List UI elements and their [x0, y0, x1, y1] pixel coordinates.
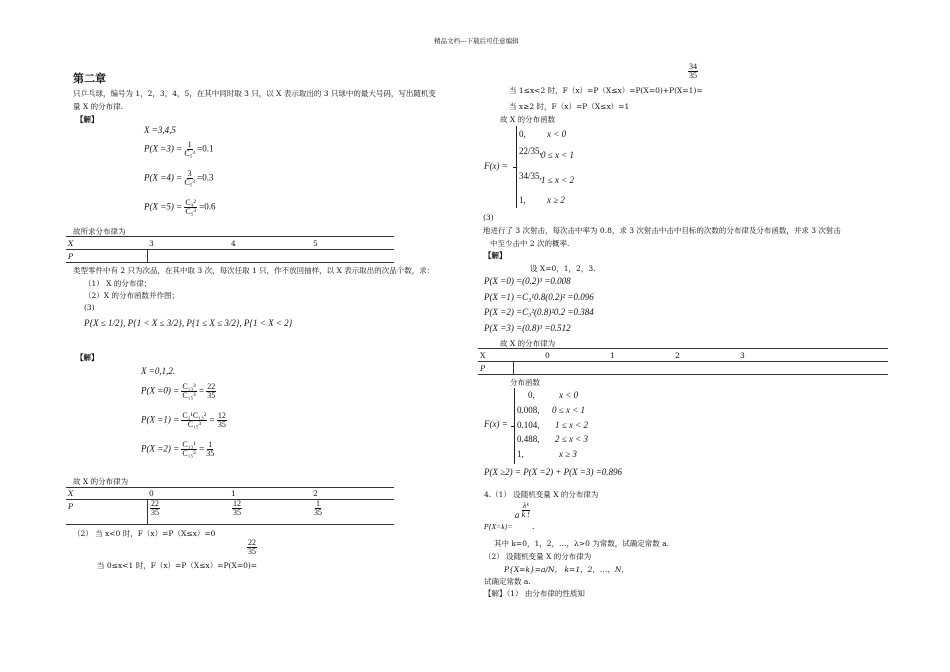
table3-header-3: 3 — [740, 351, 745, 360]
problem1-line1: 只乒乓球，编号为 1，2，3，4，5，在其中同时取 3 只，以 X 表示取出的 3 只球中的最大号码，写出随机变 — [73, 89, 436, 98]
F1-case4-cond: x ≥ 2 — [547, 195, 565, 205]
q4-formula-lhs: P{X=k}= — [484, 522, 513, 531]
table3-row-p: P — [480, 364, 486, 373]
dist-caption-3: 故 X 的分布律为 — [500, 339, 556, 348]
q4-solution: 【解】（1） 由分布律的性质知 — [484, 589, 585, 598]
F2-case5-cond: x ≥ 3 — [559, 449, 577, 459]
top-fraction-num: 34 — [689, 62, 697, 71]
q2-fraction-den: 35 — [248, 547, 256, 556]
page-header: 精品文档---下载后可任意编辑 — [434, 37, 519, 45]
prob3-x0: P(X =0) =(0.2)³ =0.008 — [484, 276, 571, 286]
section3-label: (3) — [483, 213, 494, 222]
F1-case4-val: 1, — [519, 195, 526, 205]
r-line3: 故 X 的分布函数 — [500, 115, 556, 124]
prob2-x0-lhs: P(X =0) = — [141, 385, 180, 396]
table2-val-1-num: 12 — [233, 499, 241, 508]
table2-header-x: X — [68, 489, 74, 498]
prob3-x3: P(X =3) =(0.8)³ =0.512 — [484, 323, 571, 333]
prob2-x1: P(X =1) = $\frac{\text{C₂¹C₁₃²}}{\text{C₁₅³}}$ = $\frac{12}{35}$ — [141, 411, 226, 429]
table1-divider — [147, 249, 148, 262]
prob2-x2-rden: 35 — [206, 449, 215, 458]
table1-header-3: 3 — [149, 239, 154, 248]
q2-line1: （2） 当 x<0 时，F（x）=P（X≤x）=0 — [73, 529, 216, 538]
prob2-x2: P(X =2) = $\frac{\text{C₁₃¹}}{\text{C₁₅³}}$ = $\frac{1}{35}$ — [141, 440, 215, 458]
q4-sub2-formula: P{X=k}=a/N， k=1，2，…，N， — [504, 565, 629, 574]
F1-brace — [516, 126, 517, 208]
prob2-x1-rnum: 12 — [217, 411, 226, 420]
solution2-values: X =0,1,2. — [141, 366, 176, 376]
table1-header-x: X — [68, 239, 74, 248]
problem2-item3: (3) — [84, 303, 95, 312]
table2-row-p: P — [68, 502, 74, 511]
F2-case4-val: 0.488, — [517, 434, 540, 444]
problem3-line2: 中至少击中 2 次的概率. — [490, 239, 570, 248]
table2-val-0-den: 35 — [151, 508, 159, 517]
prob-x3-num: 1 — [187, 140, 192, 149]
prob2-x2-lhs: P(X =2) = — [141, 443, 180, 454]
table2-top-rule — [66, 487, 394, 488]
top-fraction — [688, 63, 698, 80]
q4-formula-num: λᵏ — [522, 501, 529, 510]
prob2-x0-rnum: 22 — [207, 382, 216, 391]
F1-lhs: F(x) = — [484, 161, 508, 171]
F2-case5-val: 1, — [517, 449, 524, 459]
F2-case2-cond: 0 ≤ x < 1 — [552, 405, 586, 415]
prob-x3-rhs: =0.1 — [197, 143, 214, 154]
table2-header-1: 1 — [231, 489, 236, 498]
prob-x5-lhs: P(X =5) = — [144, 201, 183, 212]
q4-title: 4.（1） 设随机变量 X 的分布律为 — [484, 490, 599, 499]
solution-label-1: 【解】 — [76, 115, 99, 124]
table2-header-0: 0 — [149, 489, 154, 498]
prob3-x1: P(X =1) =C₃¹0.8(0.2)² =0.096 — [484, 292, 594, 302]
prob-x5-num: C₄² — [185, 198, 196, 207]
prob2-x1-den: C₁₅³ — [187, 420, 201, 429]
q4-formula-a: a — [514, 510, 520, 520]
table3-header-x: X — [480, 351, 486, 360]
table1-header-5: 5 — [313, 239, 318, 248]
prob2-x1-lhs: P(X =1) = — [141, 414, 180, 425]
prob2-x1-num: C₂¹C₁₃² — [182, 411, 207, 420]
solution-label-3: 【解】 — [484, 251, 507, 260]
q2-line2: 当 0≤x<1 时，F（x）=P（X≤x）=P(X=0)= — [97, 561, 258, 570]
prob-x4-num: 3 — [187, 169, 192, 178]
prob2-x2-num: C₁₃¹ — [182, 440, 196, 449]
table2-val-2 — [314, 500, 322, 517]
solution3-values: 设 X=0，1，2，3. — [530, 264, 596, 273]
table2-header-2: 2 — [313, 489, 318, 498]
table1-top-rule — [66, 236, 394, 237]
prob-x5-den: C₅³ — [185, 207, 196, 216]
prob2-x0-rden: 35 — [207, 391, 216, 400]
F1-case2-val: 22/35, — [519, 146, 542, 156]
table2-val-1 — [232, 500, 242, 517]
r-line2: 当 x≥2 时，F（x）=P（X≤x）=1 — [509, 102, 630, 111]
prob-x4-rhs: =0.3 — [197, 172, 214, 183]
problem1-line2: 量 X 的分布律. — [73, 102, 123, 111]
table1-header-4: 4 — [231, 239, 236, 248]
dist-caption-2: 故 X 的分布律为 — [73, 477, 129, 486]
prob2-x1-rden: 35 — [217, 420, 226, 429]
table2-val-0-num: 22 — [151, 499, 159, 508]
table1-mid-rule — [66, 249, 394, 250]
table2-val-1-den: 35 — [233, 508, 241, 517]
problem2-line1: 类型零件中有 2 只为次品，在其中取 3 次，每次任取 1 只，作不放回抽样，以 X 表示取出的次品个数，求： — [73, 266, 435, 275]
F1-case2-cond: 0 ≤ x < 1 — [541, 150, 575, 160]
table3-header-0: 0 — [545, 351, 550, 360]
prob-x4-lhs: P(X =4) = — [144, 172, 183, 183]
prob-x3 — [144, 141, 214, 158]
q4-line3: 试确定常数 a. — [484, 577, 531, 586]
F2-case1-cond: x < 0 — [559, 390, 579, 400]
prob-x4-den: C₅³ — [184, 178, 195, 187]
F1-case1-val: 0, — [519, 129, 526, 139]
problem2-item1: （1） X 的分布律； — [84, 279, 152, 288]
F2-case2-val: 0.008, — [517, 405, 540, 415]
table3-header-2: 2 — [675, 351, 680, 360]
distribution-function-caption: 分布函数 — [510, 378, 540, 387]
F1-case3-cond: 1 ≤ x < 2 — [541, 175, 575, 185]
solution1-values: X =3,4,5 — [144, 125, 176, 135]
q4-sub2: （2） 设随机变量 X 的分布律为 — [484, 552, 592, 561]
solution-label-2: 【解】 — [76, 353, 99, 362]
prob2-x0-num: C₁₃³ — [182, 382, 196, 391]
prob-x5-rhs: =0.6 — [199, 201, 216, 212]
prob2-x2-rnum: 1 — [208, 440, 213, 449]
problem2-item2: （2）X 的分布函数并作图； — [84, 291, 179, 300]
table2-val-2-den: 35 — [314, 508, 322, 517]
q4-line2: 其中 k=0，1，2，…，λ>0 为常数，试确定常数 a. — [494, 539, 669, 548]
F2-case3-val: 0.104, — [517, 420, 540, 430]
table2-bottom-rule — [66, 524, 394, 525]
F2-case3-cond: 1 ≤ x < 2 — [555, 420, 589, 430]
top-fraction-den: 35 — [689, 71, 697, 80]
q2-fraction-num: 22 — [248, 538, 256, 547]
prob3-x2: P(X =2) =C₃²(0.8)²0.2 =0.384 — [484, 307, 594, 317]
F1-case1-cond: x < 0 — [547, 129, 567, 139]
F2-case4-cond: 2 ≤ x < 3 — [555, 434, 589, 444]
table3-divider — [513, 361, 514, 374]
table1-row-p: P — [68, 252, 74, 261]
F2-lhs: F(x) = — [484, 419, 508, 429]
prob-x5 — [144, 199, 216, 216]
table2-divider — [147, 499, 148, 524]
F1-case3-val: 34/35, — [519, 171, 542, 181]
prob2-x2-den: C₁₅³ — [182, 449, 196, 458]
q4-formula-den: k ! — [521, 510, 530, 519]
q2-fraction — [247, 539, 257, 556]
table2-mid-rule — [66, 499, 394, 500]
table3-top-rule — [478, 348, 888, 349]
F2-case1-val: 0, — [528, 390, 535, 400]
prob2-x0: P(X =0) = $\frac{\text{C₁₃³}}{\text{C₁₅³}}$ = $\frac{22}{35}$ — [141, 382, 216, 400]
problem3-line1: 地进行了 3 次射击，每次击中率为 0.8，求 3 次射击中击中目标的次数的分布律及分布函数，并求 3 次射击 — [483, 226, 841, 235]
table2-val-2-num: 1 — [316, 499, 320, 508]
table3-bottom-rule — [478, 374, 888, 375]
dist-caption-1: 故所求分布律为 — [73, 227, 126, 236]
prob-x-ge-2: P(X ≥2) = P(X =2) + P(X =3) =0.896 — [484, 467, 623, 477]
prob-x3-lhs: P(X =3) = — [144, 143, 183, 154]
F2-brace — [514, 388, 515, 464]
table2-val-0 — [150, 500, 160, 517]
table3-mid-rule — [478, 361, 888, 362]
prob-x4 — [144, 170, 214, 187]
q4-formula: P{X=k}= a $\frac{\text{λᵏ}}{k !}$ . — [484, 501, 535, 531]
table1-bottom-rule — [66, 262, 394, 263]
prob2-x0-den: C₁₅³ — [182, 391, 196, 400]
r-line1: 当 1≤x<2 时，F（x）=P（X≤x）=P(X=0)+P(X=1)= — [509, 86, 703, 95]
chapter-title: 第二章 — [73, 72, 106, 85]
prob-x3-den: C₅³ — [184, 149, 195, 158]
problem2-formula: P{X ≤ 1/2}, P{1 < X ≤ 3/2}, P{1 ≤ X ≤ 3/2}, P{1 < X < 2} — [84, 318, 293, 328]
table3-header-1: 1 — [610, 351, 615, 360]
